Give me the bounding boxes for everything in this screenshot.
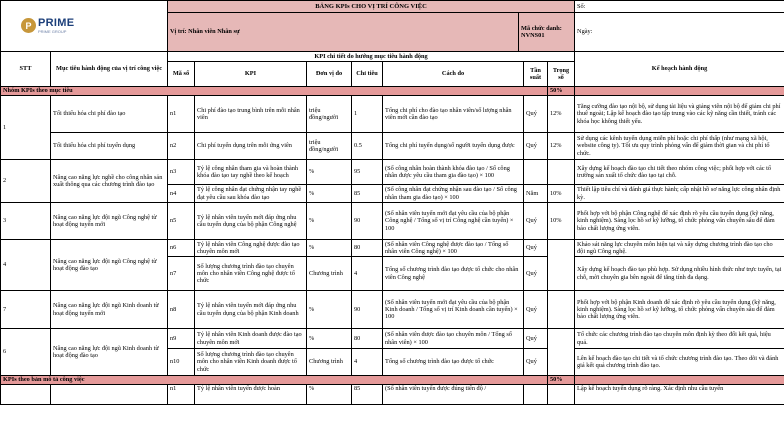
row-target: 95 [352,160,383,185]
col-kpi-group: KPI chi tiết do hướng mục tiêu hành động [168,52,575,62]
logo-subtext: PRIME GROUP [38,29,67,35]
table-row [1,96,784,133]
group-weight-job-description: 50% [548,376,575,385]
row-goal: Nâng cao năng lực nghề cho công nhân sản xuất thông qua các chương trình đào tạo [51,160,168,203]
row-code: n9 [168,329,195,349]
row-goal: Nâng cao năng lực đội ngũ Kinh doanh từ hoạt động đào tạo [51,329,168,376]
row-code: n2 [168,133,195,160]
row-unit: Chương trình [307,257,352,291]
row-method: (Số nhân viên Công nghệ được đào tạo / Tổng số nhân viên Công nghệ) × 100 [383,240,524,257]
row-weight [548,291,575,329]
col-weight: Trọng số [548,62,575,87]
row-unit: Chương trình [307,349,352,376]
row-unit: % [307,160,352,185]
row-kpi: Tỷ lệ công nhân tham gia và hoàn thành khóa đào tạo tay nghề theo kế hoạch [195,160,307,185]
row-unit: % [307,291,352,329]
table-row [1,385,784,405]
row-kpi: Tỷ lệ nhân viên tuyển mới đáp ứng nhu cầu tuyển dụng của bộ phận Công nghệ [195,203,307,240]
row-freq [524,160,548,185]
row-weight [548,160,575,185]
row-code: n3 [168,160,195,185]
row-method: Tổng số chương trình đào tạo được tổ chức cho nhân viên Công nghệ [383,257,524,291]
company-logo: P PRIME PRIME GROUP [3,17,165,34]
row-plan: Phối hợp với bộ phận Công nghệ để xác định rõ yêu cầu tuyển dụng (kỹ năng, kinh nghiệm). Sàng lọc hồ sơ kỹ lưỡng, tổ chức phỏng vấn chuyên sâu để đảm bảo chất lượng ứng viên. [575,203,784,240]
row-stt: 1 [1,96,51,160]
table-row [1,291,784,329]
row-weight: 10% [548,203,575,240]
row-target: 90 [352,203,383,240]
row-method: (Số nhân viên tuyển mới đạt yêu cầu của bộ phận Kinh doanh / Tổng số vị trí Kinh doanh cần tuyển) × 100 [383,291,524,329]
row-unit: % [307,329,352,349]
row-target: 85 [352,385,383,405]
row-method: (Số nhân viên tuyển được đúng tiến độ / [383,385,524,405]
row-kpi: Số lượng chương trình đào tạo chuyên môn cho nhân viên Công nghệ được tổ chức [195,257,307,291]
row-stt: 6 [1,329,51,376]
row-target: 4 [352,349,383,376]
col-unit: Đơn vị đo [307,62,352,87]
row-freq: Quý [524,240,548,257]
row-kpi: Chi phí tuyển dụng trên mỗi ứng viên [195,133,307,160]
table-row [1,133,784,160]
col-target: Chỉ tiêu [352,62,383,87]
row-freq: Quý [524,133,548,160]
table-row [1,203,784,240]
row-method: Tổng số chương trình đào tạo được tổ chức [383,349,524,376]
row-goal: Nâng cao năng lực đội ngũ Kinh doanh từ hoạt động tuyển mới [51,291,168,329]
row-unit: triệu đồng/người [307,133,352,160]
row-method: (Số công nhân đạt chứng nhận sau đào tạo / Số công nhân tham gia đào tạo) × 100 [383,185,524,203]
row-goal: Nâng cao năng lực đội ngũ Công nghệ từ hoạt động tuyển mới [51,203,168,240]
form-title: BẢNG KPIs CHO VỊ TRÍ CÔNG VIỆC [168,1,574,13]
row-goal: Tối thiểu hóa chi phí tuyển dụng [51,133,168,160]
row-code: n6 [168,240,195,257]
row-freq: Quý [524,257,548,291]
row-kpi: Tỷ lệ nhân viên tuyển được hoàn [195,385,307,405]
row-weight: 12% [548,133,575,160]
row-code: n1 [168,96,195,133]
row-kpi: Số lượng chương trình đào tạo chuyên môn cho nhân viên Kinh doanh được tổ chức [195,349,307,376]
row-code: n7 [168,257,195,291]
row-method: Tổng chi phí tuyển dụng/số người tuyển dụng được [383,133,524,160]
row-weight [548,240,575,291]
row-target: 90 [352,291,383,329]
row-weight: 10% [548,185,575,203]
row-method: (Số nhân viên được đào tạo chuyên môn / Tổng số nhân viên) × 100 [383,329,524,349]
row-code: n4 [168,185,195,203]
row-stt: 3 [1,203,51,240]
group-row-job-description: KPIs theo bản mô tả công việc [1,376,548,385]
row-plan: Lên kế hoạch đào tạo chi tiết và tổ chức chương trình đào tạo. Theo dõi và đánh giá kết quả chương trình đào tạo. [575,349,784,376]
row-plan: Lập kế hoạch tuyển dụng rõ ràng. Xác định nhu cầu tuyển [575,385,784,405]
group-weight-objectives: 50% [548,87,575,96]
row-plan: Thiết lập tiêu chí và đánh giá thực hành; cấp nhật hồ sơ năng lực công nhân định kỳ. [575,185,784,203]
row-target: 1 [352,96,383,133]
row-method: Tổng chi phí cho đào tạo nhân viên/số lượng nhân viên mới cần đào tạo [383,96,524,133]
row-weight [548,329,575,376]
row-freq: Quý [524,96,548,133]
table-row [1,160,784,185]
row-stt: 4 [1,240,51,291]
job-code: NVNS01 [521,32,545,39]
row-freq: Quý [524,349,548,376]
position-label: Vị trí: Nhân viên Nhân sự [168,13,519,51]
table-row [1,240,784,257]
row-method: (Số công nhân hoàn thành khóa đào tạo / Số công nhân được yêu cầu tham gia đào tạo) × 100 [383,160,524,185]
table-row [1,329,784,349]
row-target: 80 [352,240,383,257]
col-method: Cách đo [383,62,524,87]
row-target: 0.5 [352,133,383,160]
row-plan: Tổ chức các chương trình đào tạo chuyên môn định kỳ theo đối kết quả, hiệu quả. [575,329,784,349]
col-stt: STT [1,52,51,87]
doc-no-label: Số: [575,1,784,13]
row-target: 4 [352,257,383,291]
row-kpi: Tỷ lệ công nhân đạt chứng nhận tay nghề đạt yêu cầu sau khóa đào tạo [195,185,307,203]
logo-cell [1,1,168,52]
row-plan: Xây dựng kế hoạch đào tạo phù hợp. Sử dụng nhiều hình thức như trực tuyến, tại chỗ, mời chuyên gia bên ngoài để tăng tính đa dạng. [575,257,784,291]
row-stt: 7 [1,291,51,329]
col-freq: Tần suất [524,62,548,87]
row-goal: Tối thiểu hóa chi phí đào tạo [51,96,168,133]
row-stt: 2 [1,160,51,203]
row-plan: Tăng cường đào tạo nội bộ, sử dụng tài liệu và giảng viên nội bộ để giảm chi phí thuê ngoài; Lập kế hoạch đào tạo tập trung vào các kỹ năng cần thiết, tránh các khóa học không thiết yếu. [575,96,784,133]
row-freq: Quý [524,329,548,349]
row-target: 80 [352,329,383,349]
row-unit: % [307,185,352,203]
doc-date-label: Ngày: [577,28,593,36]
col-kpi: KPI [195,62,307,87]
row-plan: Phối hợp với bộ phận Kinh doanh để xác định rõ yêu cầu tuyển dụng (kỹ năng, kinh nghiệm). Sàng lọc hồ sơ kỹ lưỡng, tổ chức phỏng vấn chuyên sâu để đảm bảo chất lượng ứng viên. [575,291,784,329]
row-plan: Xây dựng kế hoạch đào tạo chi tiết theo nhóm công việc; phối hợp với các tổ trưởng sản xuất tổ chức đào tạo tại chỗ. [575,160,784,185]
row-goal: Nâng cao năng lực đội ngũ Công nghệ từ hoạt động đào tạo [51,240,168,291]
row-target: 85 [352,185,383,203]
row-weight: 12% [548,96,575,133]
row-unit: % [307,240,352,257]
row-unit: triệu đồng/người [307,96,352,133]
row-unit: % [307,203,352,240]
row-method: (Số nhân viên tuyển mới đạt yêu cầu của bộ phận Công nghệ / Tổng số vị trí Công nghệ cần tuyển) × 100 [383,203,524,240]
row-code: n10 [168,349,195,376]
col-goal: Mục tiêu hành động của vị trí công việc [51,52,168,87]
row-kpi: Tỷ lệ nhân viên Công nghệ được đào tạo chuyên môn mới [195,240,307,257]
row-freq: Quý [524,203,548,240]
row-kpi: Tỷ lệ nhân viên Kinh doanh được đào tạo chuyên môn mới [195,329,307,349]
row-kpi: Tỷ lệ nhân viên tuyển mới đáp ứng nhu cầu tuyển dụng của bộ phận Kinh doanh [195,291,307,329]
row-code: n1 [168,385,195,405]
row-unit: % [307,385,352,405]
row-freq: Quý [524,291,548,329]
row-plan: Khảo sát năng lực chuyên môn hiện tại và xây dựng chương trình đào tạo cho đội ngũ Công nghệ. [575,240,784,257]
row-code: n5 [168,203,195,240]
logo-text: PRIME [38,17,75,30]
job-code-label: Mã chức danh: [521,24,562,32]
row-freq: Năm [524,185,548,203]
col-code: Mã số [168,62,195,87]
col-plan: Kế hoạch hành động [575,52,784,87]
group-row-objectives: Nhóm KPIs theo mục tiêu [1,87,548,96]
row-code: n8 [168,291,195,329]
row-kpi: Chi phí đào tạo trung bình trên mỗi nhân viên [195,96,307,133]
row-plan: Sử dụng các kênh tuyển dụng miễn phí hoặc chi phí thấp (như mạng xã hội, website công ty). Tối ưu quy trình phỏng vấn để giảm thời gian và chi phí tổ chức. [575,133,784,160]
